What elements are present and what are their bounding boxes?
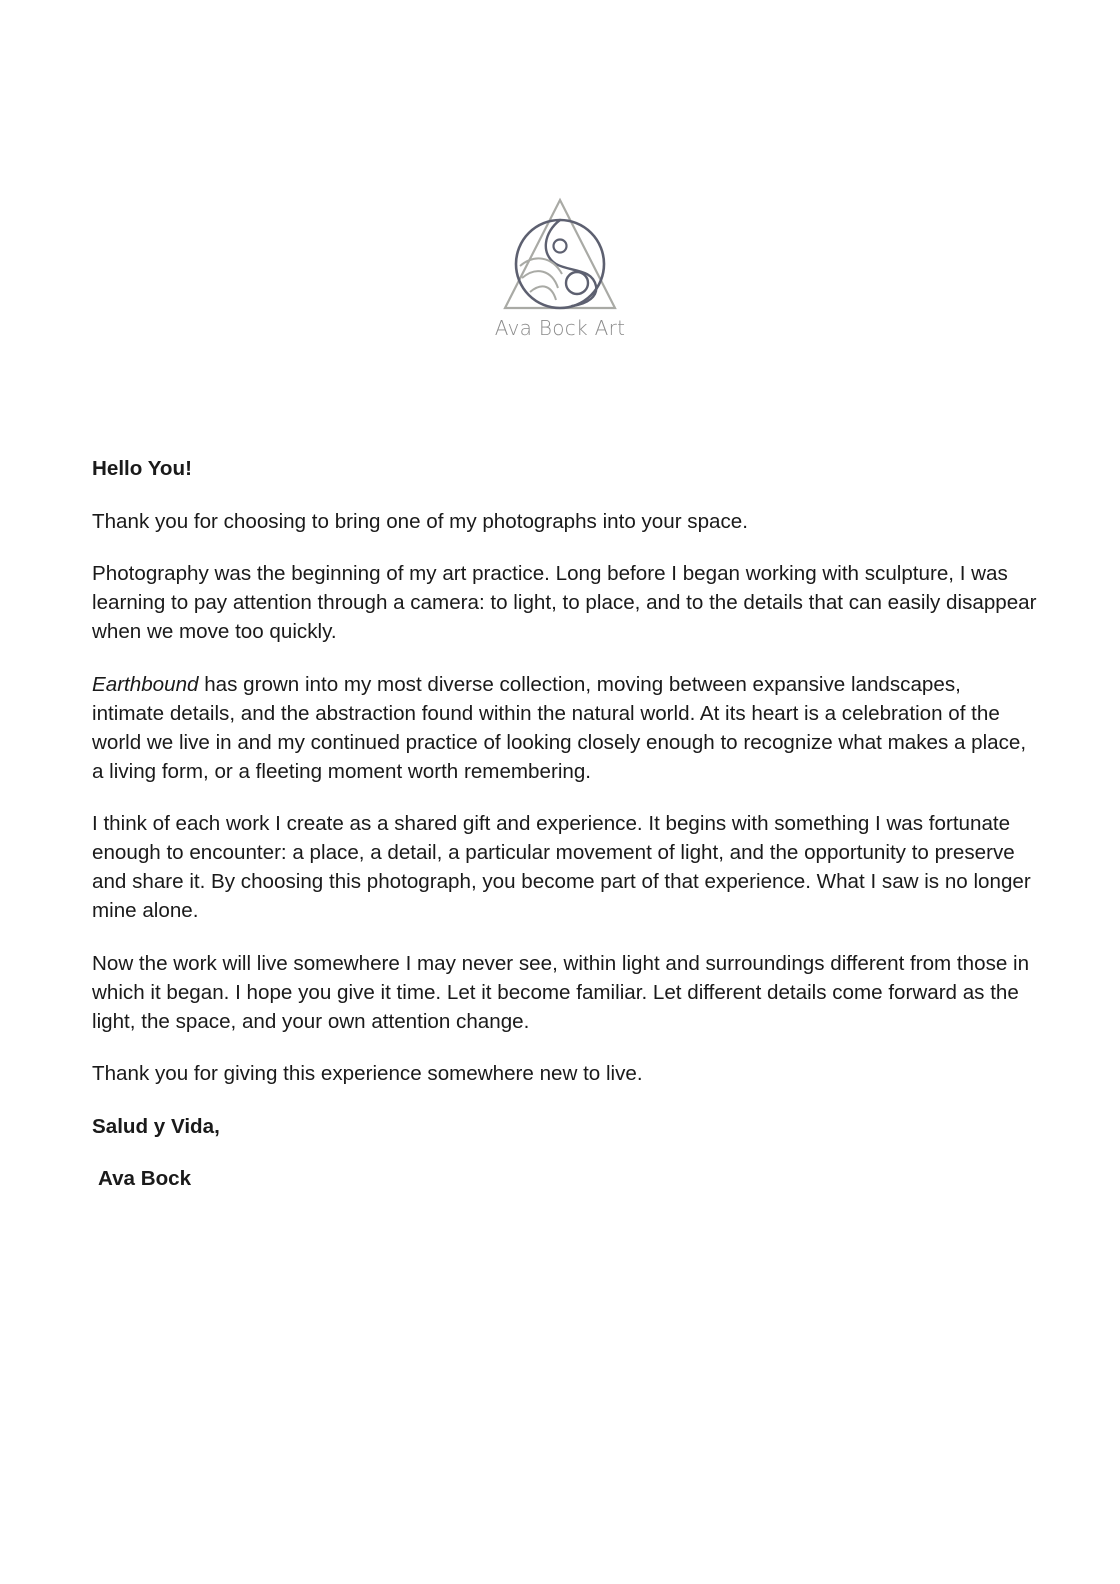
paragraph-earthbound [92, 670, 1037, 786]
logo-brand-text: Ava Bock Art [494, 316, 626, 340]
logo-small-circle-top [554, 240, 567, 253]
paragraph-earthbound-text: has grown into my most diverse collection, moving between expansive landscapes, intimate details, and the abstraction found within the natural world. At its heart is a celebration of the world we live in and my continued practice of looking closely enough to recognize what makes a place, a living form, or a fleeting moment worth remembering. [92, 672, 1027, 783]
paragraph-shared-gift: I think of each work I create as a shared gift and experience. It begins with something I was fortunate enough to encounter: a place, a detail, a particular movement of light, and the opportunity to preserve and share it. By choosing this photograph, you become part of that experience. What I saw is no longer mine alone. [92, 812, 1031, 922]
paragraph-final-thanks: Thank you for giving this experience somewhere new to live. [92, 1062, 643, 1085]
paragraph-thanks: Thank you for choosing to bring one of my photographs into your space. [92, 509, 748, 533]
logo-arc-2 [522, 271, 558, 288]
logo-circle [516, 220, 604, 308]
signature: Ava Bock [98, 1167, 192, 1190]
logo-emblem-icon [500, 192, 620, 314]
greeting: Hello You! [92, 457, 192, 480]
brand-logo [480, 192, 640, 362]
paragraph-new-home: Now the work will live somewhere I may never see, within light and surroundings different from those in which it began. I hope you give it time. Let it become familiar. Let different details come forward as the light, the space, and your own attention change. [92, 951, 1030, 1033]
closing: Salud y Vida, [92, 1114, 220, 1138]
logo-small-circle-right [566, 272, 588, 294]
letter-body [92, 454, 1037, 1217]
paragraph-photography: Photography was the beginning of my art practice. Long before I began working with sculpture, I was learning to pay attention through a camera: to light, to place, and to the details that can easily disappear when we move too quickly. [92, 562, 1037, 643]
logo-triangle [505, 200, 615, 308]
collection-title: Earthbound [92, 672, 199, 696]
